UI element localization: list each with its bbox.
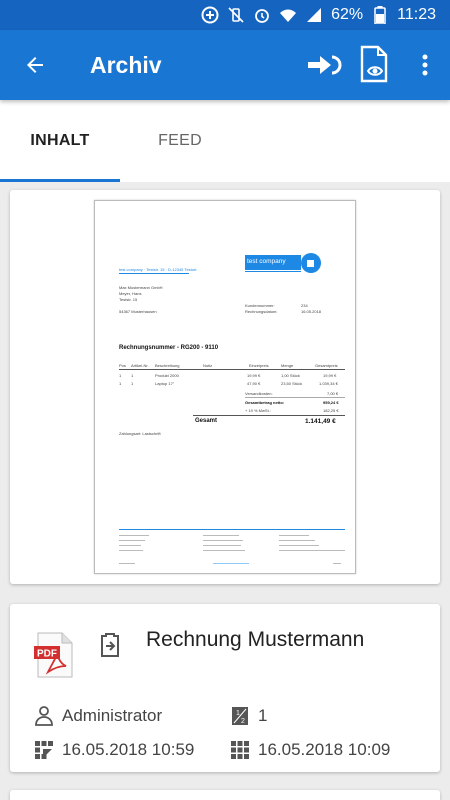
tab-feed[interactable] [120, 100, 240, 182]
gesamt-value: 1.141,49 € [305, 418, 336, 425]
recipient-line-3: Teststr. 15 [119, 297, 138, 302]
versand-label: Versandkosten: [245, 391, 273, 396]
modified-calendar-icon [230, 740, 250, 760]
col-einzelpreis: Einzelpreis [249, 363, 269, 368]
vibrate-mute-icon [227, 6, 245, 24]
wifi-icon [279, 6, 297, 24]
zahlungsart: Zahlungsart: Lastschrift [119, 431, 161, 436]
rechnungsnummer: Rechnungsnummer - RG200 - 9110 [119, 345, 219, 351]
row2-artikel: 1 [131, 381, 134, 386]
forward-arrow-icon [306, 53, 344, 77]
row1-artikel: 1 [131, 373, 134, 378]
company-logo [245, 253, 325, 277]
row1-pos: 1 [119, 373, 122, 378]
page-count: 1 [258, 706, 268, 725]
modified-row [230, 740, 390, 760]
pages-row [230, 706, 267, 726]
col-artikel: Artikel-Nr. [131, 363, 149, 368]
app-bar [0, 30, 450, 100]
document-thumbnail[interactable] [94, 200, 356, 574]
recipient-line-2: Meyer, Hans [119, 291, 142, 296]
tab-inhalt-label: INHALT [30, 132, 90, 149]
netto-label: Gesamtbetrag netto: [245, 400, 285, 405]
row1-beschreibung: Produkt 2000 [155, 373, 179, 378]
col-gesamtpreis: Gesamtpreis [315, 363, 338, 368]
svg-text:1: 1 [236, 710, 240, 717]
alarm-icon [253, 6, 271, 24]
pdf-icon [34, 632, 74, 683]
author-row [34, 706, 162, 726]
row2-beschreibung: Laptop 17" [155, 381, 175, 386]
view-document-button[interactable] [350, 30, 400, 100]
row1-einzelpreis: 19,99 € [247, 373, 261, 378]
workflow-forward-button[interactable] [300, 30, 350, 100]
netto-value: 959,24 € [323, 400, 339, 405]
data-saver-icon [201, 6, 219, 24]
col-notiz: Notiz [203, 363, 213, 368]
sender-line: test company · Teststr. 15 · D-12345 Testort [119, 267, 197, 272]
author: Administrator [62, 706, 163, 725]
svg-text:PDF: PDF [37, 648, 57, 660]
tab-feed-label: FEED [158, 132, 202, 149]
row1-gesamt: 19,99 € [323, 373, 337, 378]
svg-text:2: 2 [241, 718, 245, 725]
document-preview-card[interactable] [10, 190, 440, 584]
overflow-menu-button[interactable] [400, 30, 450, 100]
next-card[interactable] [10, 790, 440, 800]
versand-value: 7,00 € [327, 391, 339, 396]
battery-percent: 62% [331, 6, 364, 23]
recipient-line-1: Max Mustermann GmbH [119, 285, 163, 290]
status-bar [0, 0, 450, 30]
created-date: 16.05.2018 10:59 [62, 740, 195, 759]
footer-block [119, 533, 345, 557]
created-calendar-icon [34, 740, 54, 760]
row2-einzelpreis: 47,90 € [247, 381, 261, 386]
back-button[interactable] [0, 30, 70, 100]
user-icon [34, 706, 54, 726]
page-count-icon [230, 706, 250, 726]
recipient-line-5: 54367 Musterhausen [119, 309, 157, 314]
footer-divider [119, 529, 345, 530]
row2-gesamt: 1.039,34 € [319, 381, 338, 386]
logo-text: test company [245, 255, 301, 270]
clipboard-icon [100, 632, 120, 663]
battery-icon [371, 6, 389, 24]
col-beschreibung: Beschreibung [155, 363, 180, 368]
document-info-card[interactable] [10, 604, 440, 772]
datum-label: Rechnungsdatum: [245, 309, 278, 314]
kundennummer-value: 234 [301, 303, 308, 308]
gesamt-label: Gesamt [195, 418, 218, 424]
tab-bar [0, 100, 450, 182]
row1-menge: 1,00 Stück [281, 373, 300, 378]
page-title: Archiv [90, 51, 162, 78]
more-vert-icon [422, 54, 428, 76]
tab-inhalt[interactable] [0, 100, 120, 182]
row2-pos: 1 [119, 381, 122, 386]
arrow-back-icon [23, 53, 47, 77]
signal-icon [305, 6, 323, 24]
document-eye-icon [359, 45, 391, 85]
datum-value: 16.05.2018 [301, 309, 322, 314]
row2-menge: 23,50 Stück [281, 381, 303, 386]
kundennummer-label: Kundennummer: [245, 303, 275, 308]
clock: 11:23 [397, 6, 436, 23]
col-pos: Pos [119, 363, 126, 368]
col-menge: Menge [281, 363, 294, 368]
mwst-label: + 19 % MwSt.: [245, 408, 271, 413]
tab-indicator [0, 179, 120, 182]
modified-date: 16.05.2018 10:09 [258, 740, 391, 759]
created-row [34, 740, 194, 760]
mwst-value: 182,25 € [323, 408, 339, 413]
document-title: Rechnung Mustermann [146, 628, 365, 651]
